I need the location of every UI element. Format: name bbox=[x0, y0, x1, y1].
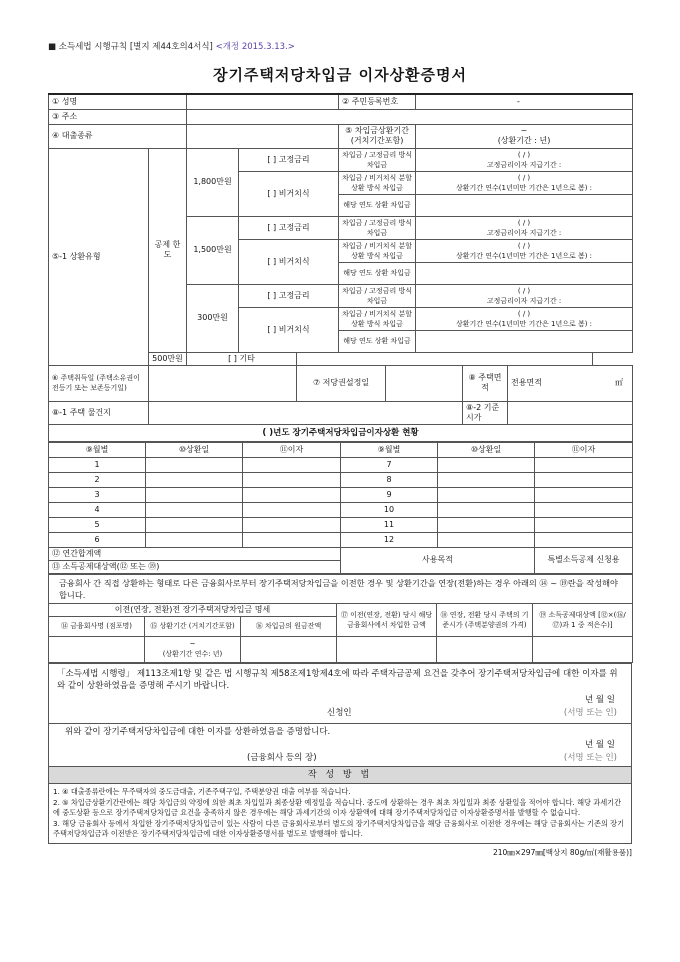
col-19: ⑲ 소득공제대상액 [⑫×(⑯/⑰)과 1 중 적은수)] bbox=[533, 603, 633, 636]
paper-spec: 210㎜×297㎜[백상지 80g/㎡(재활용품)] bbox=[492, 847, 632, 857]
etc-field[interactable] bbox=[297, 352, 593, 365]
fixed-check-1[interactable]: [ ] 고정금리 bbox=[239, 148, 339, 171]
fixed-check-2[interactable]: [ ] 고정금리 bbox=[239, 216, 339, 239]
interest-cell[interactable] bbox=[535, 517, 633, 532]
mortgage-date-label: ⑦ 저당권설정일 bbox=[297, 365, 386, 401]
interest-cell[interactable] bbox=[243, 517, 341, 532]
loan-period-field[interactable] bbox=[416, 124, 633, 148]
standard-price-label: ⑧-2 기준시가 bbox=[463, 401, 508, 424]
repayment-type-label: ⑤-1 상환유형 bbox=[49, 148, 149, 365]
instruction-1: 1. ④ 대출종류란에는 무주택자의 중도금대출, 기존주택구입, 주택분양권 대출 여부를 적습니다. bbox=[53, 786, 351, 796]
fixed-period-text-2: 고정금리이자 지급기간 : bbox=[486, 228, 562, 237]
month-cell: 4 bbox=[49, 502, 146, 517]
interest-cell[interactable] bbox=[535, 472, 633, 487]
applicant-label: 신청인 bbox=[327, 708, 352, 718]
main-table bbox=[48, 93, 633, 442]
var-period-text-2: 상환기간 연수(1년미만 기간은 1년으로 봄) : bbox=[456, 251, 593, 260]
request-section bbox=[49, 663, 632, 723]
form-title: 장기주택저당차입금 이자상환증명서 bbox=[212, 66, 468, 84]
rrn-field[interactable] bbox=[416, 94, 633, 109]
house-area-field[interactable] bbox=[508, 365, 633, 401]
var-slash-2: ( / ) bbox=[517, 241, 531, 250]
month-cell: 8 bbox=[341, 472, 438, 487]
transfer-amount-field[interactable] bbox=[337, 636, 437, 662]
acquisition-date-label: ⑥ 주택취득일 (주택소유권이전등기 또는 보존등기일) bbox=[49, 365, 149, 401]
date-cell[interactable] bbox=[146, 502, 243, 517]
variable-check-2[interactable]: [ ] 비거치식 bbox=[239, 239, 339, 284]
purpose-value: 특별소득공제 신청용 bbox=[535, 547, 633, 573]
col-month-left: ⑨월별 bbox=[49, 442, 146, 457]
house-area-label: ⑧ 주택면적 bbox=[463, 365, 508, 401]
year-status-title: ( )년도 장기주택저당차입금이자상환 현황 bbox=[49, 424, 633, 441]
interest-cell[interactable] bbox=[243, 457, 341, 472]
interest-cell[interactable] bbox=[535, 502, 633, 517]
standard-price-at-transfer-field[interactable] bbox=[437, 636, 533, 662]
period-tilde: ~ bbox=[520, 126, 528, 135]
period-years: (상환기간 : 년) bbox=[497, 136, 551, 145]
month-cell: 12 bbox=[341, 532, 438, 547]
interest-cell[interactable] bbox=[535, 457, 633, 472]
interest-cell[interactable] bbox=[535, 532, 633, 547]
var-slash-1: ( / ) bbox=[517, 173, 531, 182]
var-method-2: 차입금 / 비거치식 분할상환 방식 차입금 bbox=[339, 239, 416, 262]
acquisition-date-field[interactable] bbox=[149, 365, 297, 401]
certify-date[interactable]: 년 월 일 bbox=[584, 739, 615, 750]
date-cell[interactable] bbox=[146, 517, 243, 532]
var-period-text-1: 상환기간 연수(1년미만 기간은 1년으로 봄) : bbox=[456, 183, 593, 192]
col-interest-left: ⑪이자 bbox=[243, 442, 341, 457]
instructions-title: 작 성 방 법 bbox=[49, 766, 632, 783]
date-cell[interactable] bbox=[146, 472, 243, 487]
transfer-table bbox=[48, 574, 633, 663]
interest-cell[interactable] bbox=[535, 487, 633, 502]
fixed-method-1: 차입금 / 고정금리 방식 차입금 bbox=[339, 148, 416, 171]
interest-cell[interactable] bbox=[243, 472, 341, 487]
bank-head-label: (금융회사 등의 장) bbox=[247, 752, 317, 763]
applicant-signature[interactable]: (서명 또는 인) bbox=[563, 708, 617, 718]
limit-500: 500만원 bbox=[149, 352, 187, 365]
month-cell: 7 bbox=[341, 457, 438, 472]
var-method-3: 차입금 / 비거치식 분할상환 방식 차입금 bbox=[339, 307, 416, 330]
year-repay-1: 해당 연도 상환 차입금 bbox=[339, 194, 416, 216]
month-cell: 1 bbox=[49, 457, 146, 472]
col-14: ⑭ 금융회사명 (점포명) bbox=[49, 616, 145, 636]
month-cell: 2 bbox=[49, 472, 146, 487]
form-header bbox=[48, 40, 632, 54]
fixed-slash-2: ( / ) bbox=[517, 218, 531, 227]
variable-check-3[interactable]: [ ] 비거치식 bbox=[239, 307, 339, 352]
name-field[interactable] bbox=[187, 94, 339, 109]
loan-type-label: ④ 대출종류 bbox=[49, 124, 187, 148]
instruction-2: 2. ⑤ 차입금상환기간란에는 해당 차입금의 약정에 의한 최초 차입일과 최종상환 예정일을 적습니다. 중도에 상환하는 경우 최초 차입일과 최종 상환일을 적어야 합니다. 해당 과세기간에 중도상환 등으로 장기주택저당차입금 요건을 충족하지 않은 경우에는 해당 과세기간의 이자 상환액에 대해 장기주택저당차입금 이자상환증명서를 발행할 수 없습니다. bbox=[53, 797, 622, 817]
fixed-method-2: 차입금 / 고정금리 방식 차입금 bbox=[339, 216, 416, 239]
col-date-left: ⑩상환일 bbox=[146, 442, 243, 457]
fixed-period-2[interactable] bbox=[416, 216, 633, 239]
date-cell[interactable] bbox=[438, 472, 535, 487]
fixed-period-text-1: 고정금리이자 지급기간 : bbox=[486, 160, 562, 169]
date-cell[interactable] bbox=[438, 457, 535, 472]
fixed-period-3[interactable] bbox=[416, 284, 633, 307]
fixed-period-1[interactable] bbox=[416, 148, 633, 171]
year-repay-2: 해당 연도 상환 차입금 bbox=[339, 262, 416, 284]
request-text: 「소득세법 시행령」 제113조제1항 및 같은 법 시행규칙 제58조제1항제4호에 따라 주택자금공제 요건을 갖추어 장기주택저당차입금에 대한 이자를 위와 같이 상환하였음을 증명해 주시기 바랍니다. bbox=[57, 669, 618, 691]
address-label: ③ 주소 bbox=[49, 109, 187, 124]
year-repay-field-2[interactable] bbox=[416, 262, 633, 284]
month-cell: 10 bbox=[341, 502, 438, 517]
amendment-date[interactable]: <개정 2015.3.13.> bbox=[215, 42, 295, 52]
rrn-dash: - bbox=[517, 96, 520, 106]
house-address-label: ⑧-1 주택 물건지 bbox=[49, 401, 149, 424]
loan-type-field[interactable] bbox=[187, 124, 339, 148]
var-period-1[interactable] bbox=[416, 171, 633, 194]
bank-signature[interactable]: (서명 또는 인) bbox=[563, 752, 617, 763]
area-unit: ㎡ bbox=[615, 378, 624, 387]
table-row bbox=[49, 532, 633, 547]
col-18: ⑱ 연장, 전환 당시 주택의 기준시가 (주택분양권의 가격) bbox=[437, 603, 533, 636]
address-field[interactable] bbox=[187, 109, 633, 124]
year-repay-field-3[interactable] bbox=[416, 330, 633, 352]
transfer-description: 금융회사 간 직접 상환하는 형태로 다른 금융회사로부터 장기주택저당차입금을 이전한 경우 및 상환기간을 연장(전환)하는 경우 아래의 ⑭ ~ ⑲란을 작성해야 합니다. bbox=[49, 574, 633, 603]
table-row bbox=[49, 457, 633, 472]
prior-years: (상환기간 연수: 년) bbox=[162, 650, 223, 658]
deduction-amount-label: ⑬ 소득공제대상액(⑫ 또는 ⑲) bbox=[49, 560, 341, 573]
month-cell: 9 bbox=[341, 487, 438, 502]
deduction-target-field[interactable] bbox=[533, 636, 633, 662]
table-row bbox=[49, 502, 633, 517]
standard-price-field[interactable] bbox=[508, 401, 633, 424]
limit-1800: 1,800만원 bbox=[187, 148, 239, 216]
month-cell: 3 bbox=[49, 487, 146, 502]
fixed-slash-1: ( / ) bbox=[517, 150, 531, 159]
loan-period-label: ⑤ 차입금상환기간 (거치기간포함) bbox=[339, 124, 416, 148]
request-date[interactable]: 년 월 일 bbox=[584, 695, 615, 705]
prior-period-field[interactable] bbox=[145, 636, 241, 662]
net-area-label: 전용면적 bbox=[511, 378, 542, 387]
col-interest-right: ⑪이자 bbox=[535, 442, 633, 457]
house-address-field[interactable] bbox=[149, 401, 463, 424]
variable-check-1[interactable]: [ ] 비거치식 bbox=[239, 171, 339, 216]
rrn-label: ② 주민등록번호 bbox=[339, 94, 416, 109]
prior-tilde: ~ bbox=[189, 640, 196, 648]
balance-field[interactable] bbox=[241, 636, 337, 662]
certificate-form bbox=[48, 40, 632, 858]
var-slash-3: ( / ) bbox=[517, 309, 531, 318]
certify-section bbox=[49, 723, 632, 766]
form-number: ■ 소득세법 시행규칙 [별지 제44호의4서식] bbox=[48, 42, 213, 52]
fixed-slash-3: ( / ) bbox=[517, 286, 531, 295]
date-cell[interactable] bbox=[146, 487, 243, 502]
date-cell[interactable] bbox=[438, 502, 535, 517]
fixed-method-3: 차입금 / 고정금리 방식 차입금 bbox=[339, 284, 416, 307]
limit-1500: 1,500만원 bbox=[187, 216, 239, 284]
date-cell[interactable] bbox=[146, 457, 243, 472]
signature-table bbox=[48, 663, 632, 844]
table-row bbox=[49, 517, 633, 532]
date-cell[interactable] bbox=[438, 487, 535, 502]
instruction-3: 3. 해당 금융회사 등에서 차입한 장기주택저당차입금이 있는 사람이 다른 금융회사로부터 별도의 장기주택저당차입금을 해당 금융회사로 이전한 경우에는 해당 금융회사는 기존의 장기주택저당차입금과 이전받은 장기주택저당차입금에 대한 이자상환증명서를 별도로 발행해야 합니다. bbox=[53, 818, 625, 838]
year-repay-3: 해당 연도 상환 차입금 bbox=[339, 330, 416, 352]
date-cell[interactable] bbox=[438, 532, 535, 547]
var-period-text-3: 상환기간 연수(1년미만 기간은 1년으로 봄) : bbox=[456, 319, 593, 328]
interest-cell[interactable] bbox=[243, 502, 341, 517]
transfer-group-label: 이전(연장, 전환)전 장기주택저당차입금 명세 bbox=[49, 603, 337, 616]
var-period-2[interactable] bbox=[416, 239, 633, 262]
table-row bbox=[49, 487, 633, 502]
name-label: ① 성명 bbox=[49, 94, 187, 109]
certify-text: 위와 같이 장기주택저당차입금에 대한 이자를 상환하였음을 증명합니다. bbox=[65, 726, 331, 737]
table-row bbox=[49, 472, 633, 487]
fixed-check-3[interactable]: [ ] 고정금리 bbox=[239, 284, 339, 307]
month-cell: 5 bbox=[49, 517, 146, 532]
fixed-period-text-3: 고정금리이자 지급기간 : bbox=[486, 296, 562, 305]
var-period-3[interactable] bbox=[416, 307, 633, 330]
month-cell: 11 bbox=[341, 517, 438, 532]
col-date-right: ⑩상환일 bbox=[438, 442, 535, 457]
purpose-label: 사용목적 bbox=[341, 547, 535, 573]
mortgage-date-field[interactable] bbox=[386, 365, 463, 401]
var-method-1: 차입금 / 비거치식 분할상환 방식 차입금 bbox=[339, 171, 416, 194]
col-15: ⑮ 상환기간 (거치기간포함) bbox=[145, 616, 241, 636]
col-16: ⑯ 차입금의 원금잔액 bbox=[241, 616, 337, 636]
annual-total-label: ⑫ 연간합계액 bbox=[49, 547, 341, 560]
col-month-right: ⑨월별 bbox=[341, 442, 438, 457]
year-repay-field-1[interactable] bbox=[416, 194, 633, 216]
interest-cell[interactable] bbox=[243, 532, 341, 547]
interest-cell[interactable] bbox=[243, 487, 341, 502]
instructions-body bbox=[49, 783, 632, 843]
col-17: ⑰ 이전(연장, 전환) 당시 해당 금융회사에서 차입한 금액 bbox=[337, 603, 437, 636]
bank-name-field[interactable] bbox=[49, 636, 145, 662]
month-cell: 6 bbox=[49, 532, 146, 547]
date-cell[interactable] bbox=[146, 532, 243, 547]
etc-check[interactable]: [ ] 기타 bbox=[187, 352, 297, 365]
deduct-limit-label: 공제 한도 bbox=[149, 148, 187, 352]
date-cell[interactable] bbox=[438, 517, 535, 532]
limit-300: 300만원 bbox=[187, 284, 239, 352]
monthly-table bbox=[48, 442, 633, 574]
